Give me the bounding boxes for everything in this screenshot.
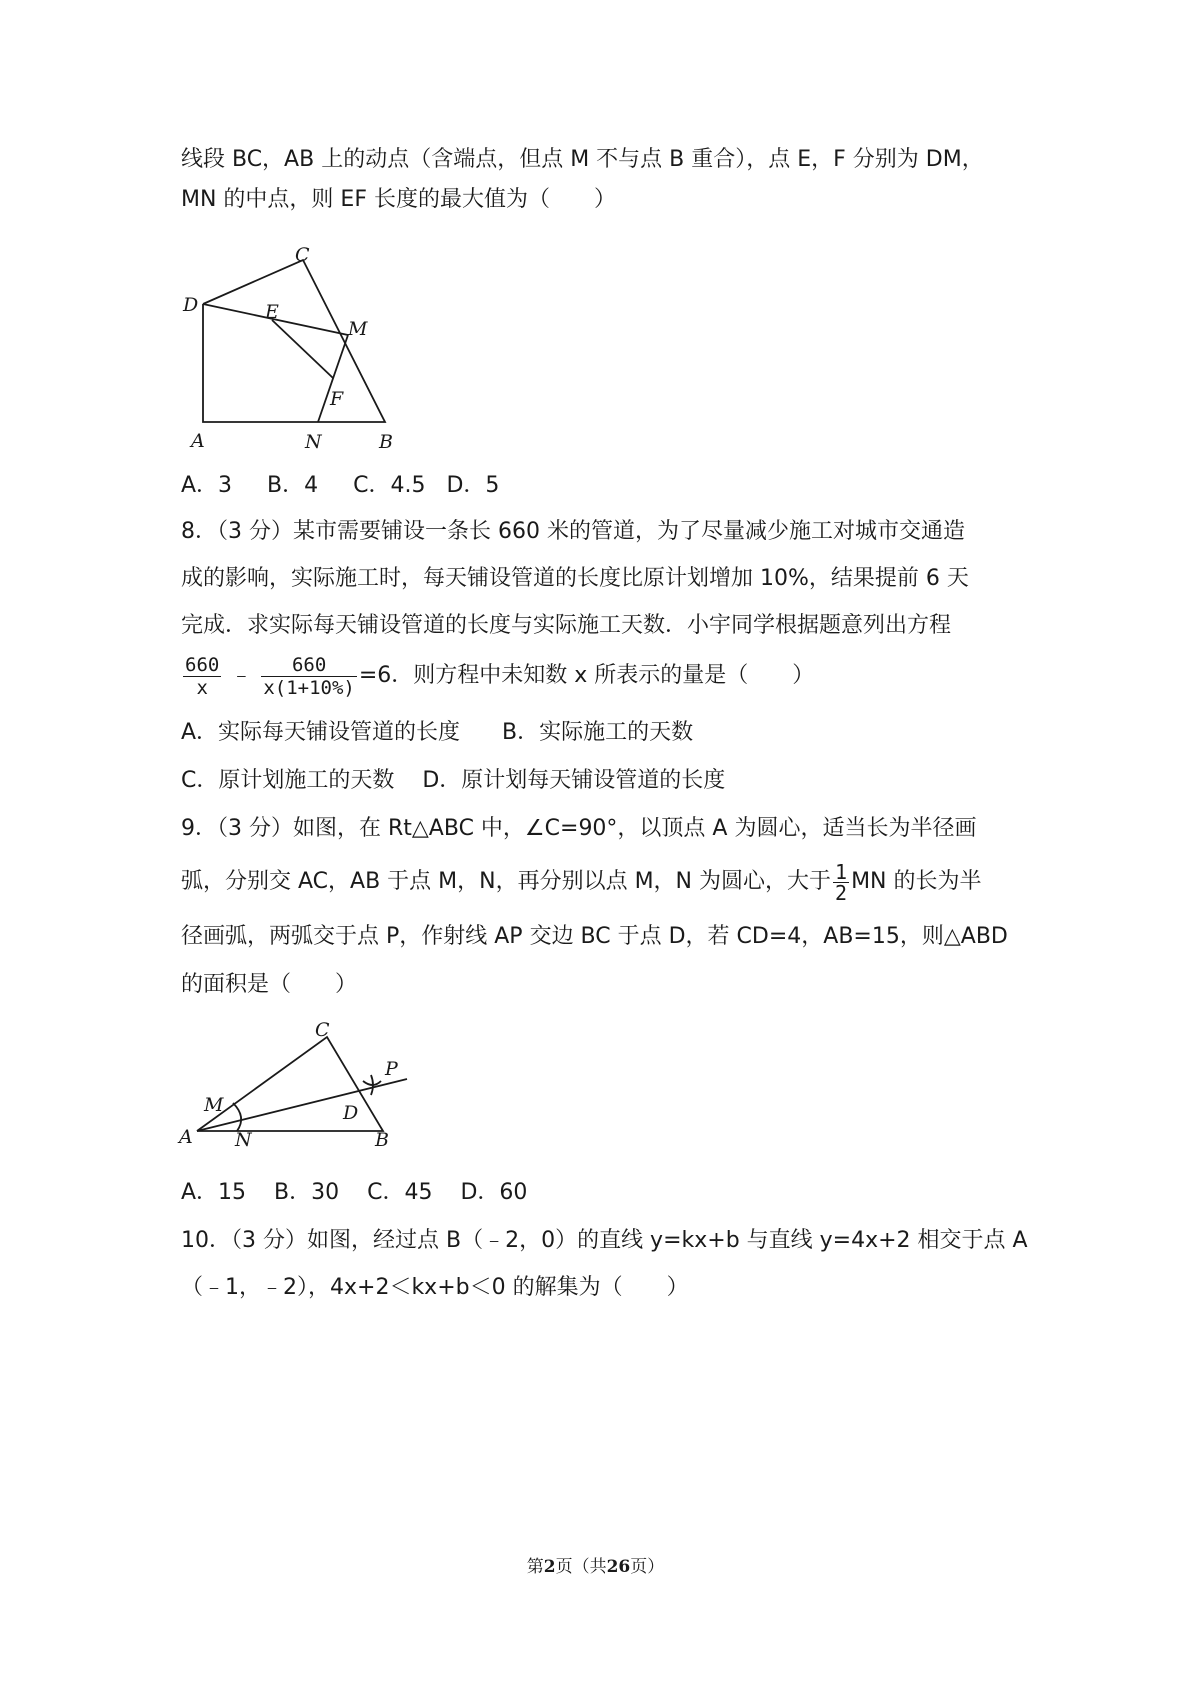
page-footer (0, 1552, 1191, 1577)
q8-fraction-1-numerator: 660 (185, 653, 220, 676)
q9-options (181, 1178, 527, 1208)
q7-label-a: A (191, 430, 205, 450)
q9-line-3: 径画弧，两弧交于点 P，作射线 AP 交边 BC 于点 D，若 CD=4，AB=15，则△ABD (181, 924, 1008, 949)
q8-option-b[interactable]: B．实际施工的天数 (502, 720, 694, 745)
q7-label-m: M (348, 318, 368, 340)
q9-option-a[interactable]: A．15 (181, 1180, 247, 1205)
q9-line-2 (181, 860, 982, 904)
q7-line-2: MN 的中点，则 EF 长度的最大值为（ ） (181, 187, 616, 212)
q8-fraction-2 (261, 654, 357, 699)
q9-line-4: 的面积是（ ） (181, 972, 358, 997)
q8-options-row-1 (181, 718, 693, 748)
footer-total-pages: 26 (606, 1557, 631, 1577)
q7-label-f: F (330, 388, 344, 410)
q8-fraction-1-denominator: x (196, 676, 208, 699)
q9-label-p: P (385, 1058, 398, 1080)
q7-line-1: 线段 BC，AB 上的动点（含端点，但点 M 不与点 B 重合），点 E，F 分别为 DM， (181, 147, 984, 172)
q8-line-3: 完成．求实际每天铺设管道的长度与实际施工天数．小宇同学根据题意列出方程 (181, 613, 952, 638)
q9-label-c: C (315, 1019, 330, 1041)
q8-line-1: 8．（3 分）某市需要铺设一条长 660 米的管道，为了尽量减少施工对城市交通造 (181, 519, 965, 544)
q9-label-m: M (204, 1094, 224, 1116)
q8-option-c[interactable]: C．原计划施工的天数 (181, 768, 395, 793)
q7-option-c[interactable]: C．4.5 (353, 473, 426, 498)
q9-label-d: D (343, 1102, 359, 1124)
q7-label-n: N (305, 431, 322, 450)
q8-option-d[interactable]: D．原计划每天铺设管道的长度 (422, 768, 726, 793)
q7-label-b: B (379, 431, 393, 450)
q8-fraction-1 (183, 654, 221, 699)
q7-label-c: C (295, 245, 310, 266)
q10-line-1: 10．（3 分）如图，经过点 B（﹣2，0）的直线 y=kx+b 与直线 y=4x+2 相交于点 A (181, 1228, 1028, 1253)
q9-line-1: 9．（3 分）如图，在 Rt△ABC 中，∠C=90°，以顶点 A 为圆心，适当长为半径画 (181, 816, 977, 841)
footer-prefix: 第 (526, 1557, 544, 1577)
q9-option-b[interactable]: B．30 (274, 1180, 340, 1205)
q8-equation-line (181, 653, 814, 699)
q7-options (181, 471, 499, 501)
q8-minus-sign: ﹣ (230, 663, 253, 688)
q7-label-e: E (265, 301, 279, 323)
q9-label-b: B (375, 1129, 389, 1151)
q7-segment-ef (272, 320, 333, 378)
q8-fraction-2-denominator: x(1+10%) (263, 676, 355, 699)
footer-page-number: 2 (543, 1557, 556, 1577)
footer-suffix: 页） (630, 1557, 665, 1577)
q9-option-d[interactable]: D．60 (460, 1180, 528, 1205)
q8-options-row-2 (181, 766, 725, 796)
q8-fraction-2-numerator: 660 (261, 654, 357, 677)
q9-half-numerator: 1 (835, 859, 848, 884)
q7-label-d: D (183, 294, 199, 316)
q9-half-fraction (833, 859, 849, 905)
q8-option-a[interactable]: A．实际每天铺设管道的长度 (181, 720, 461, 745)
footer-middle: 页（共 (555, 1557, 607, 1577)
q9-label-a: A (179, 1126, 193, 1148)
q8-line-2: 成的影响，实际施工时，每天铺设管道的长度比原计划增加 10%，结果提前 6 天 (181, 566, 969, 591)
q8-equation-rest: =6．则方程中未知数 x 所表示的量是（ ） (358, 663, 815, 688)
q7-figure (175, 245, 405, 450)
q9-line-2-start: 弧，分别交 AC，AB 于点 M，N，再分别以点 M，N 为圆心，大于 (181, 869, 832, 894)
q9-option-c[interactable]: C．45 (367, 1180, 433, 1205)
q9-label-n: N (235, 1129, 252, 1151)
q9-figure (175, 1015, 420, 1160)
q7-option-b[interactable]: B．4 (267, 473, 319, 498)
q7-option-d[interactable]: D．5 (446, 473, 500, 498)
q7-option-a[interactable]: A．3 (181, 473, 233, 498)
q10-line-2: （﹣1，﹣2），4x+2＜kx+b＜0 的解集为（ ） (181, 1275, 689, 1300)
q9-half-denominator: 2 (835, 880, 848, 905)
q9-arc-mn (233, 1103, 241, 1131)
q9-ray-ap (197, 1079, 407, 1131)
q9-line-2-end: MN 的长为半 (851, 869, 982, 894)
